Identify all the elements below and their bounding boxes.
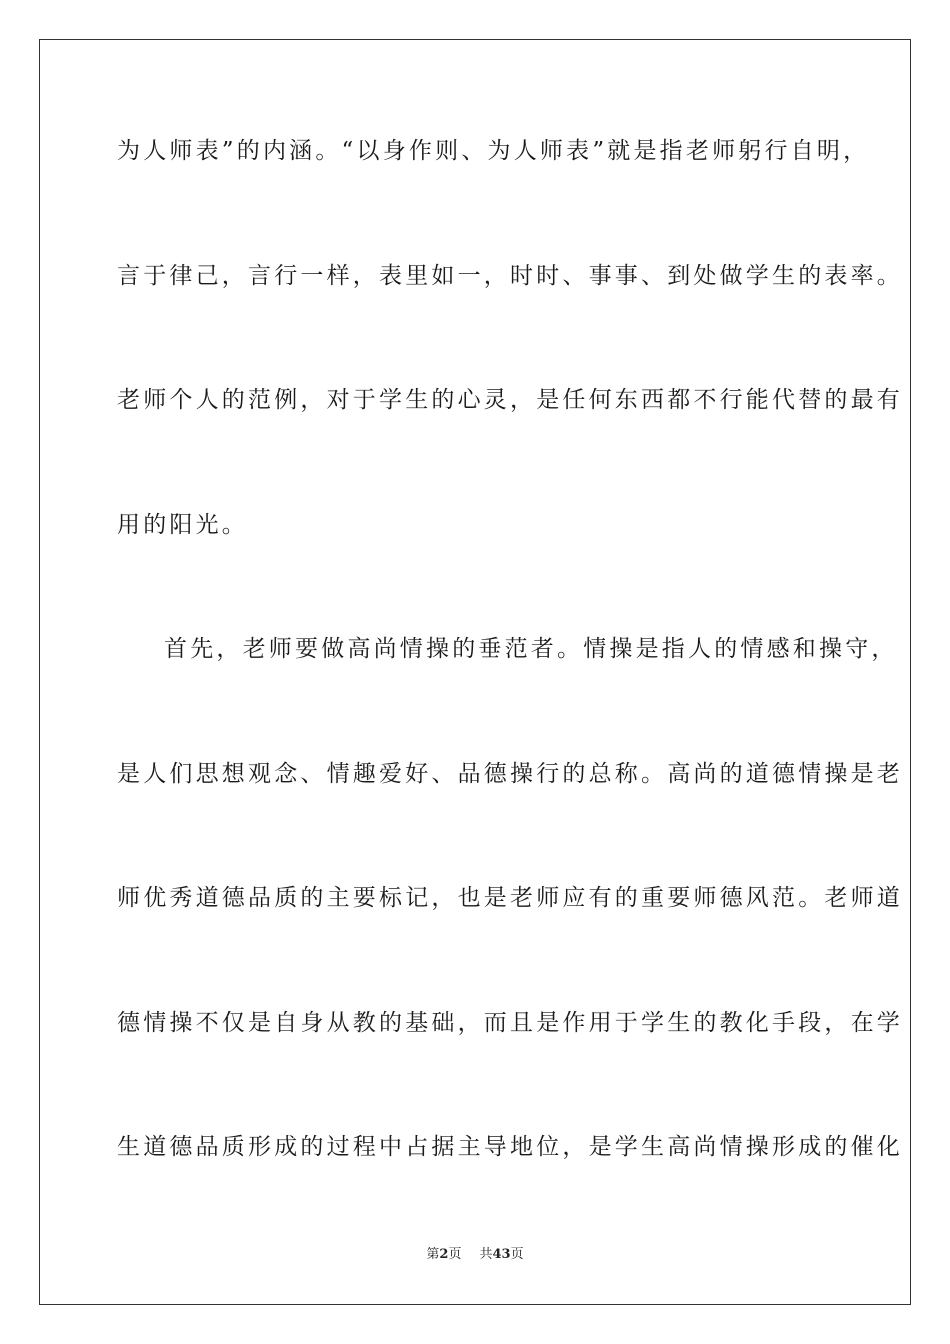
page-border bbox=[39, 39, 911, 1305]
text-line: 生道德品质形成的过程中占据主导地位，是学生高尚情操形成的催化 bbox=[117, 1134, 903, 1160]
page-prefix: 第 bbox=[426, 1247, 440, 1262]
text-line: 是人们思想观念、情趣爱好、品德操行的总称。高尚的道德情操是老 bbox=[117, 761, 903, 787]
page-suffix: 页 bbox=[448, 1247, 462, 1262]
total-prefix: 共 bbox=[479, 1247, 493, 1262]
text-line: 师优秀道德品质的主要标记，也是老师应有的重要师德风范。老师道 bbox=[117, 885, 903, 911]
text-line: 言于律己，言行一样，表里如一，时时、事事、到处做学生的表率。 bbox=[117, 263, 903, 289]
text-line: 德情操不仅是自身从教的基础，而且是作用于学生的教化手段，在学 bbox=[117, 1010, 903, 1036]
paragraph-first-line: 首先，老师要做高尚情操的垂范者。情操是指人的情感和操守， bbox=[164, 636, 898, 662]
text-line: 用的阳光。 bbox=[117, 512, 248, 538]
text-line: 为人师表”的内涵。“以身作则、为人师表”就是指老师躬行自明， bbox=[117, 138, 870, 164]
total-suffix: 页 bbox=[510, 1247, 524, 1262]
page-footer bbox=[0, 1246, 950, 1264]
page-number: 2 bbox=[439, 1247, 449, 1262]
text-line: 老师个人的范例，对于学生的心灵，是任何东西都不行能代替的最有 bbox=[117, 387, 903, 413]
total-pages: 43 bbox=[492, 1247, 511, 1262]
